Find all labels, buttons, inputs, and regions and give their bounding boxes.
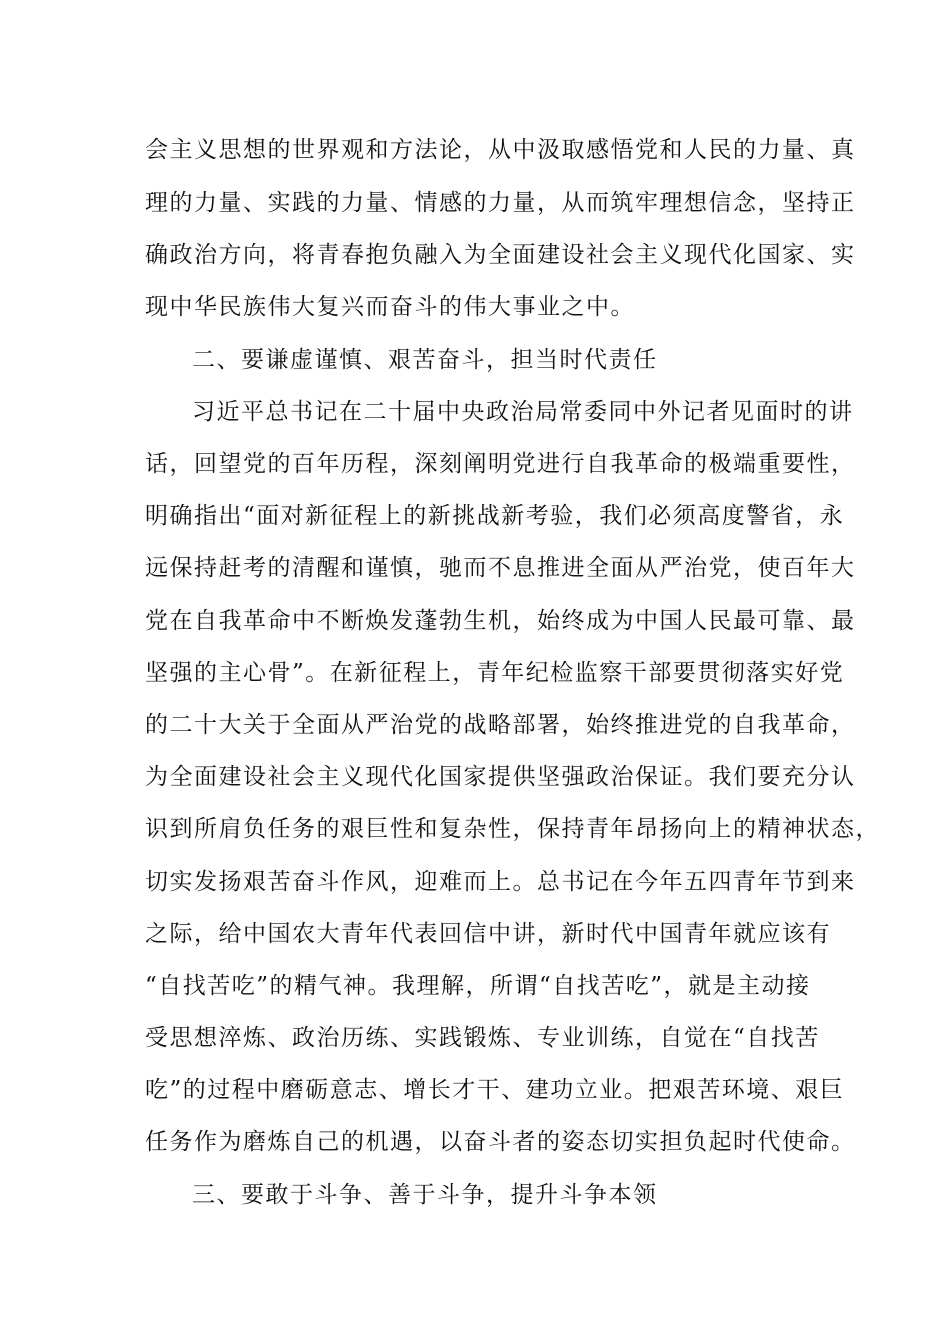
text-line: 任务作为磨炼自己的机遇，以奋斗者的姿态切实担负起时代使命。 (145, 1129, 856, 1155)
text-line: 的二十大关于全面从严治党的战略部署，始终推进党的自我革命， (145, 712, 856, 738)
text-line: 会主义思想的世界观和方法论，从中汲取感悟党和人民的力量、真 (145, 137, 856, 163)
text-line: 明确指出“面对新征程上的新挑战新考验，我们必须高度警省，永 (145, 503, 845, 529)
text-line: 理的力量、实践的力量、情感的力量，从而筑牢理想信念，坚持正 (145, 190, 856, 216)
text-line: 受思想淬炼、政治历练、实践锻炼、专业训练，自觉在“自找苦 (145, 1025, 820, 1051)
paragraph-start: 习近平总书记在二十届中央政治局常委同中外记者见面时的讲 (192, 399, 854, 425)
text-line: 话，回望党的百年历程，深刻阐明党进行自我革命的极端重要性， (145, 451, 856, 477)
section-heading: 二、要谦虚谨慎、艰苦奋斗，担当时代责任 (192, 347, 658, 373)
section-heading: 三、要敢于斗争、善于斗争，提升斗争本领 (192, 1182, 658, 1208)
text-line: 切实发扬艰苦奋斗作风，迎难而上。总书记在今年五四青年节到来 (145, 869, 856, 895)
text-line: 为全面建设社会主义现代化国家提供坚强政治保证。我们要充分认 (145, 764, 856, 790)
text-line: 现中华民族伟大复兴而奋斗的伟大事业之中。 (145, 294, 635, 320)
text-line: 吃”的过程中磨砺意志、增长才干、建功立业。把艰苦环境、艰巨 (145, 1077, 845, 1103)
text-line: 之际，给中国农大青年代表回信中讲，新时代中国青年就应该有 (145, 921, 831, 947)
text-line: 确政治方向，将青春抱负融入为全面建设社会主义现代化国家、实 (145, 242, 856, 268)
text-line: 党在自我革命中不断焕发蓬勃生机，始终成为中国人民最可靠、最 (145, 608, 856, 634)
text-line: “自找苦吃”的精气神。我理解，所谓“自找苦吃”，就是主动接 (145, 973, 811, 999)
text-line: 远保持赶考的清醒和谨慎，驰而不息推进全面从严治党，使百年大 (145, 555, 856, 581)
text-line: 识到所肩负任务的艰巨性和复杂性，保持青年昂扬向上的精神状态， (145, 816, 880, 842)
text-line: 坚强的主心骨”。在新征程上，青年纪检监察干部要贯彻落实好党 (145, 660, 845, 686)
